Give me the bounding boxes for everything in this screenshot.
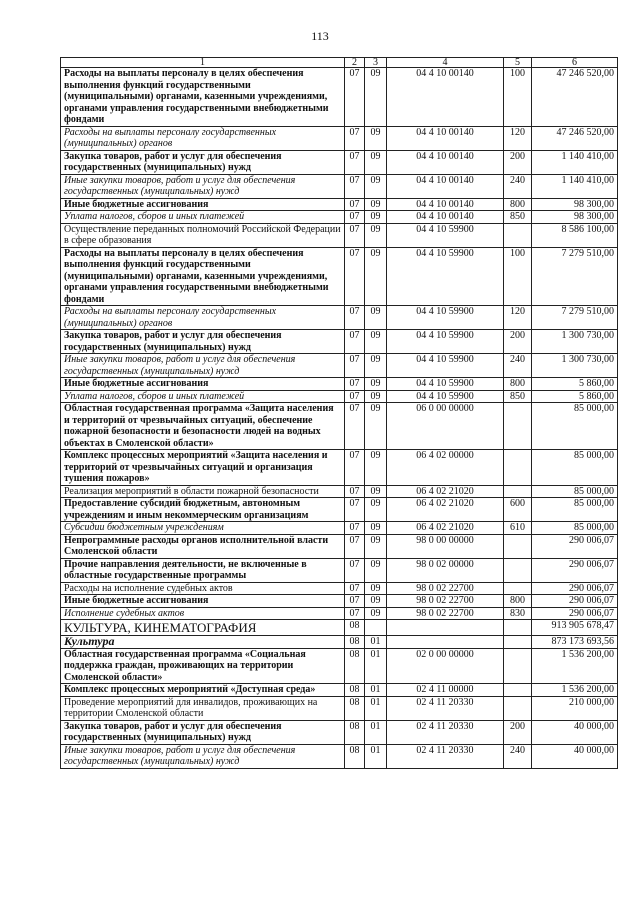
table-header-row (61, 58, 618, 68)
row-expense-type-cell (504, 582, 532, 595)
row-target-article-cell: 02 4 11 20330 (387, 720, 504, 744)
row-section-cell: 07 (345, 211, 365, 224)
row-subsection-cell: 09 (365, 595, 387, 608)
row-subsection-cell: 09 (365, 306, 387, 330)
row-expense-type-cell: 120 (504, 126, 532, 150)
row-subsection-cell: 09 (365, 403, 387, 450)
row-subsection-cell: 01 (365, 636, 387, 649)
budget-table (60, 57, 618, 769)
row-amount-cell: 210 000,00 (532, 696, 618, 720)
row-subsection-cell: 09 (365, 126, 387, 150)
row-expense-type-cell (504, 636, 532, 649)
row-expense-type-cell: 610 (504, 522, 532, 535)
row-section-cell: 07 (345, 485, 365, 498)
row-section-cell: 07 (345, 403, 365, 450)
table-row (61, 126, 618, 150)
row-name-cell: Иные бюджетные ассигнования (61, 198, 345, 211)
table-row (61, 223, 618, 247)
row-section-cell: 07 (345, 223, 365, 247)
row-name-cell: Проведение мероприятий для инвалидов, проживающих на территории Смоленской области (61, 696, 345, 720)
row-target-article-cell: 04 4 10 00140 (387, 150, 504, 174)
row-expense-type-cell: 800 (504, 378, 532, 391)
table-row (61, 306, 618, 330)
row-name-cell: Комплекс процессных мероприятий «Защита населения и территорий от чрезвычайных ситуаций и организация тушения пожаров» (61, 450, 345, 486)
row-amount-cell: 40 000,00 (532, 720, 618, 744)
row-section-cell: 07 (345, 390, 365, 403)
row-section-cell: 07 (345, 558, 365, 582)
row-name-cell: Иные закупки товаров, работ и услуг для обеспечения государственных (муниципальных) нужд (61, 174, 345, 198)
row-section-cell: 08 (345, 720, 365, 744)
row-subsection-cell: 09 (365, 68, 387, 127)
table-row (61, 684, 618, 697)
row-amount-cell: 40 000,00 (532, 744, 618, 768)
row-expense-type-cell (504, 403, 532, 450)
row-subsection-cell: 09 (365, 330, 387, 354)
row-subsection-cell: 09 (365, 534, 387, 558)
row-target-article-cell: 04 4 10 59900 (387, 247, 504, 306)
row-section-cell: 07 (345, 354, 365, 378)
col-header-5: 5 (504, 58, 532, 68)
row-subsection-cell: 09 (365, 390, 387, 403)
row-amount-cell: 5 860,00 (532, 390, 618, 403)
row-subsection-cell: 09 (365, 522, 387, 535)
table-row (61, 68, 618, 127)
table-row (61, 150, 618, 174)
row-expense-type-cell (504, 534, 532, 558)
row-amount-cell: 290 006,07 (532, 582, 618, 595)
row-section-cell: 07 (345, 306, 365, 330)
table-row (61, 720, 618, 744)
table-row (61, 450, 618, 486)
row-expense-type-cell: 800 (504, 198, 532, 211)
row-name-cell: Расходы на выплаты персоналу государственных (муниципальных) органов (61, 126, 345, 150)
row-target-article-cell: 06 4 02 00000 (387, 450, 504, 486)
row-amount-cell: 1 140 410,00 (532, 174, 618, 198)
table-row (61, 330, 618, 354)
row-expense-type-cell: 830 (504, 607, 532, 620)
row-subsection-cell: 01 (365, 720, 387, 744)
table-row (61, 582, 618, 595)
row-expense-type-cell: 200 (504, 330, 532, 354)
row-amount-cell: 873 173 693,56 (532, 636, 618, 649)
col-header-1: 1 (61, 58, 345, 68)
row-target-article-cell: 98 0 02 22700 (387, 582, 504, 595)
row-target-article-cell: 98 0 02 00000 (387, 558, 504, 582)
row-subsection-cell: 09 (365, 582, 387, 595)
row-name-cell: Предоставление субсидий бюджетным, автономным учреждениям и иным некоммерческим организациям (61, 498, 345, 522)
table-row (61, 620, 618, 636)
col-header-3: 3 (365, 58, 387, 68)
row-name-cell: Расходы на исполнение судебных актов (61, 582, 345, 595)
row-name-cell: Закупка товаров, работ и услуг для обеспечения государственных (муниципальных) нужд (61, 330, 345, 354)
table-row (61, 522, 618, 535)
row-amount-cell: 1 536 200,00 (532, 648, 618, 684)
row-name-cell: Субсидии бюджетным учреждениям (61, 522, 345, 535)
row-expense-type-cell (504, 620, 532, 636)
row-section-cell: 07 (345, 582, 365, 595)
row-expense-type-cell: 120 (504, 306, 532, 330)
col-header-6: 6 (532, 58, 618, 68)
row-expense-type-cell: 800 (504, 595, 532, 608)
row-target-article-cell: 06 4 02 21020 (387, 522, 504, 535)
row-target-article-cell: 98 0 02 22700 (387, 607, 504, 620)
row-target-article-cell: 04 4 10 59900 (387, 390, 504, 403)
row-subsection-cell: 09 (365, 558, 387, 582)
row-expense-type-cell (504, 696, 532, 720)
row-amount-cell: 85 000,00 (532, 450, 618, 486)
row-section-cell: 08 (345, 648, 365, 684)
row-target-article-cell: 04 4 10 00140 (387, 211, 504, 224)
row-amount-cell: 85 000,00 (532, 498, 618, 522)
row-amount-cell: 8 586 100,00 (532, 223, 618, 247)
row-name-cell: Культура (61, 636, 345, 649)
row-section-cell: 07 (345, 498, 365, 522)
row-expense-type-cell (504, 223, 532, 247)
row-name-cell: Уплата налогов, сборов и иных платежей (61, 211, 345, 224)
row-section-cell: 07 (345, 450, 365, 486)
row-name-cell: Исполнение судебных актов (61, 607, 345, 620)
row-expense-type-cell: 240 (504, 744, 532, 768)
col-header-4: 4 (387, 58, 504, 68)
row-subsection-cell: 09 (365, 378, 387, 391)
row-expense-type-cell: 240 (504, 174, 532, 198)
row-subsection-cell: 01 (365, 744, 387, 768)
row-expense-type-cell (504, 648, 532, 684)
table-row (61, 498, 618, 522)
table-row (61, 378, 618, 391)
table-row (61, 595, 618, 608)
row-name-cell: Закупка товаров, работ и услуг для обеспечения государственных (муниципальных) нужд (61, 150, 345, 174)
row-subsection-cell: 09 (365, 223, 387, 247)
row-target-article-cell: 04 4 10 00140 (387, 198, 504, 211)
row-section-cell: 07 (345, 150, 365, 174)
row-target-article-cell: 04 4 10 59900 (387, 330, 504, 354)
row-section-cell: 07 (345, 534, 365, 558)
table-row (61, 558, 618, 582)
row-amount-cell: 290 006,07 (532, 534, 618, 558)
row-amount-cell: 290 006,07 (532, 595, 618, 608)
row-amount-cell: 98 300,00 (532, 198, 618, 211)
row-amount-cell: 98 300,00 (532, 211, 618, 224)
table-row (61, 696, 618, 720)
row-amount-cell: 290 006,07 (532, 607, 618, 620)
row-name-cell: Иные бюджетные ассигнования (61, 595, 345, 608)
row-subsection-cell: 09 (365, 450, 387, 486)
row-subsection-cell: 09 (365, 247, 387, 306)
table-row (61, 390, 618, 403)
row-amount-cell: 1 300 730,00 (532, 330, 618, 354)
row-target-article-cell: 06 4 02 21020 (387, 485, 504, 498)
row-section-cell: 07 (345, 247, 365, 306)
row-section-cell: 07 (345, 174, 365, 198)
row-name-cell: Осуществление переданных полномочий Российской Федерации в сфере образования (61, 223, 345, 247)
row-section-cell: 08 (345, 696, 365, 720)
row-subsection-cell: 01 (365, 648, 387, 684)
row-subsection-cell: 09 (365, 198, 387, 211)
row-section-cell: 07 (345, 68, 365, 127)
row-expense-type-cell: 240 (504, 354, 532, 378)
row-subsection-cell: 01 (365, 696, 387, 720)
row-section-cell: 08 (345, 636, 365, 649)
row-target-article-cell: 04 4 10 59900 (387, 378, 504, 391)
row-expense-type-cell: 850 (504, 390, 532, 403)
row-amount-cell: 85 000,00 (532, 485, 618, 498)
table-row (61, 485, 618, 498)
row-section-cell: 08 (345, 684, 365, 697)
row-expense-type-cell (504, 485, 532, 498)
table-row (61, 607, 618, 620)
row-target-article-cell: 06 4 02 21020 (387, 498, 504, 522)
row-subsection-cell: 09 (365, 211, 387, 224)
row-target-article-cell: 02 4 11 00000 (387, 684, 504, 697)
row-target-article-cell: 02 4 11 20330 (387, 696, 504, 720)
row-target-article-cell (387, 636, 504, 649)
row-name-cell: Комплекс процессных мероприятий «Доступная среда» (61, 684, 345, 697)
row-name-cell: Расходы на выплаты персоналу государственных (муниципальных) органов (61, 306, 345, 330)
row-subsection-cell (365, 620, 387, 636)
table-row (61, 211, 618, 224)
row-expense-type-cell: 200 (504, 720, 532, 744)
row-section-cell: 07 (345, 607, 365, 620)
row-name-cell: Непрограммные расходы органов исполнительной власти Смоленской области (61, 534, 345, 558)
row-expense-type-cell: 100 (504, 68, 532, 127)
row-name-cell: Расходы на выплаты персоналу в целях обеспечения выполнения функций государственными (муниципальными) органами, казенными учреждениями, органами управления государственными внебюджетными фондами (61, 68, 345, 127)
row-target-article-cell: 04 4 10 00140 (387, 126, 504, 150)
row-expense-type-cell (504, 684, 532, 697)
row-name-cell: Областная государственная программа «Защита населения и территорий от чрезвычайных ситуаций, обеспечение пожарной безопасности и безопасности людей на водных объектах в Смоленской области» (61, 403, 345, 450)
row-expense-type-cell (504, 558, 532, 582)
row-subsection-cell: 09 (365, 354, 387, 378)
table-row (61, 403, 618, 450)
col-header-2: 2 (345, 58, 365, 68)
row-subsection-cell: 09 (365, 174, 387, 198)
table-row (61, 354, 618, 378)
table-row (61, 247, 618, 306)
row-expense-type-cell: 850 (504, 211, 532, 224)
table-row (61, 174, 618, 198)
row-section-cell: 08 (345, 620, 365, 636)
row-target-article-cell: 06 0 00 00000 (387, 403, 504, 450)
row-expense-type-cell: 600 (504, 498, 532, 522)
row-target-article-cell: 04 4 10 00140 (387, 68, 504, 127)
row-name-cell: КУЛЬТУРА, КИНЕМАТОГРАФИЯ (61, 620, 345, 636)
row-amount-cell: 290 006,07 (532, 558, 618, 582)
table-row (61, 744, 618, 768)
row-name-cell: Прочие направления деятельности, не включенные в областные государственные программы (61, 558, 345, 582)
row-expense-type-cell: 200 (504, 150, 532, 174)
row-target-article-cell (387, 620, 504, 636)
row-target-article-cell: 04 4 10 59900 (387, 223, 504, 247)
row-name-cell: Уплата налогов, сборов и иных платежей (61, 390, 345, 403)
row-amount-cell: 85 000,00 (532, 522, 618, 535)
row-section-cell: 07 (345, 330, 365, 354)
row-section-cell: 07 (345, 595, 365, 608)
row-section-cell: 07 (345, 378, 365, 391)
row-name-cell: Иные закупки товаров, работ и услуг для обеспечения государственных (муниципальных) нужд (61, 744, 345, 768)
row-name-cell: Закупка товаров, работ и услуг для обеспечения государственных (муниципальных) нужд (61, 720, 345, 744)
row-target-article-cell: 02 4 11 20330 (387, 744, 504, 768)
row-subsection-cell: 01 (365, 684, 387, 697)
row-name-cell: Областная государственная программа «Социальная поддержка граждан, проживающих на территории Смоленской области» (61, 648, 345, 684)
row-target-article-cell: 98 0 00 00000 (387, 534, 504, 558)
row-subsection-cell: 09 (365, 485, 387, 498)
row-target-article-cell: 04 4 10 00140 (387, 174, 504, 198)
row-amount-cell: 1 140 410,00 (532, 150, 618, 174)
table-row (61, 648, 618, 684)
row-amount-cell: 85 000,00 (532, 403, 618, 450)
row-subsection-cell: 09 (365, 498, 387, 522)
row-name-cell: Иные бюджетные ассигнования (61, 378, 345, 391)
row-amount-cell: 7 279 510,00 (532, 306, 618, 330)
row-subsection-cell: 09 (365, 150, 387, 174)
row-name-cell: Расходы на выплаты персоналу в целях обеспечения выполнения функций государственными (муниципальными) органами, казенными учреждениями, органами управления государственными внебюджетными фондами (61, 247, 345, 306)
row-amount-cell: 913 905 678,47 (532, 620, 618, 636)
row-name-cell: Реализация мероприятий в области пожарной безопасности (61, 485, 345, 498)
row-target-article-cell: 04 4 10 59900 (387, 354, 504, 378)
row-target-article-cell: 02 0 00 00000 (387, 648, 504, 684)
table-row (61, 198, 618, 211)
page-number: 113 (311, 29, 329, 43)
row-amount-cell: 1 536 200,00 (532, 684, 618, 697)
row-section-cell: 07 (345, 126, 365, 150)
row-expense-type-cell (504, 450, 532, 486)
table-row (61, 636, 618, 649)
row-target-article-cell: 98 0 02 22700 (387, 595, 504, 608)
row-section-cell: 08 (345, 744, 365, 768)
row-section-cell: 07 (345, 198, 365, 211)
row-amount-cell: 47 246 520,00 (532, 68, 618, 127)
row-section-cell: 07 (345, 522, 365, 535)
row-subsection-cell: 09 (365, 607, 387, 620)
table-row (61, 534, 618, 558)
row-target-article-cell: 04 4 10 59900 (387, 306, 504, 330)
row-amount-cell: 47 246 520,00 (532, 126, 618, 150)
row-amount-cell: 5 860,00 (532, 378, 618, 391)
row-name-cell: Иные закупки товаров, работ и услуг для обеспечения государственных (муниципальных) нужд (61, 354, 345, 378)
row-expense-type-cell: 100 (504, 247, 532, 306)
row-amount-cell: 1 300 730,00 (532, 354, 618, 378)
row-amount-cell: 7 279 510,00 (532, 247, 618, 306)
